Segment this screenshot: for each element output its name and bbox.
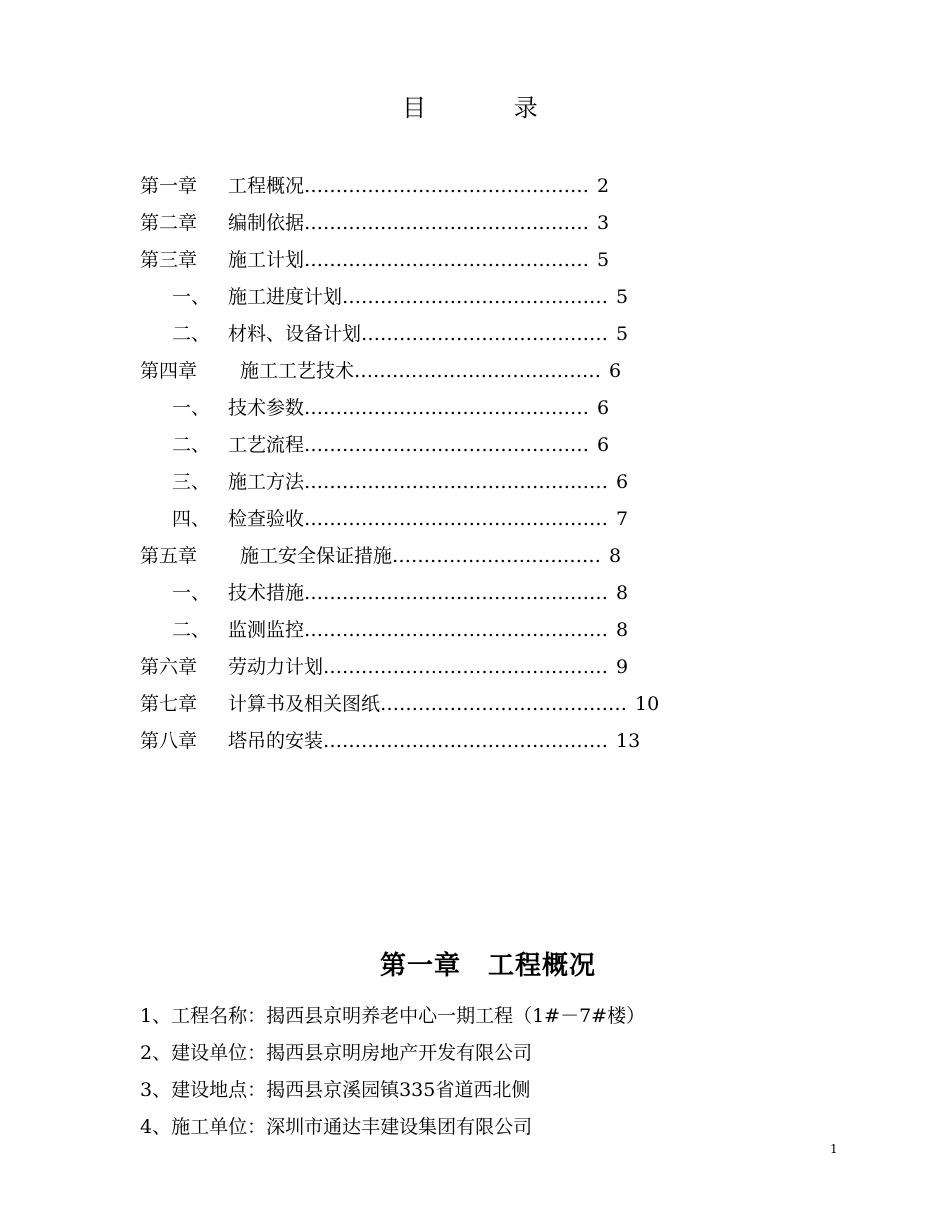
toc-entry-page: 8 — [616, 619, 629, 641]
toc-entry-page: 3 — [597, 212, 610, 234]
toc-entry-page: 6 — [597, 397, 610, 419]
toc-entry-number: 第七章 — [140, 693, 198, 715]
toc-leader-dots: …………………………… — [392, 545, 602, 567]
toc-leader-dots: ……………………………………… — [323, 730, 609, 752]
toc-leader-dots: ………………………………………… — [304, 508, 609, 530]
toc-entry-number: 四、 — [172, 508, 211, 530]
developer-item: 2、建设单位：揭西县京明房地产开发有限公司 — [140, 1042, 533, 1064]
toc-entry-section-4-4[interactable] — [140, 501, 700, 538]
toc-leader-dots: ……………………………………… — [304, 249, 590, 271]
toc-entry-number: 第八章 — [140, 730, 198, 752]
toc-entry-number: 一、 — [172, 286, 211, 308]
toc-entry-section-5-1[interactable] — [140, 575, 700, 612]
toc-entry-number: 二、 — [172, 619, 211, 641]
toc-entry-label: 检查验收 — [228, 508, 305, 530]
toc-entry-chapter-7[interactable] — [140, 686, 700, 723]
toc-entry-chapter-5[interactable] — [140, 538, 700, 575]
toc-entry-chapter-3[interactable] — [140, 242, 700, 279]
toc-entry-number: 三、 — [172, 471, 211, 493]
toc-entry-chapter-1[interactable] — [140, 168, 700, 205]
toc-entry-section-3-2[interactable] — [140, 316, 700, 353]
toc-entry-page: 8 — [609, 545, 622, 567]
toc-entry-page: 5 — [597, 249, 610, 271]
toc-entry-page: 5 — [616, 286, 629, 308]
toc-entry-number: 第五章 — [140, 545, 198, 567]
toc-entry-label: 施工计划 — [228, 249, 305, 271]
toc-leader-dots: ………………………………………… — [304, 582, 609, 604]
project-name-item: 1、工程名称：揭西县京明养老中心一期工程（1#－7#楼） — [140, 1005, 646, 1027]
toc-entry-page: 7 — [616, 508, 629, 530]
toc-entry-number: 第三章 — [140, 249, 198, 271]
toc-entry-label: 施工方法 — [228, 471, 305, 493]
toc-entry-page: 2 — [597, 175, 610, 197]
toc-leader-dots: ………………………………… — [380, 693, 628, 715]
toc-entry-number: 二、 — [172, 434, 211, 456]
toc-leader-dots: ………………………………………… — [304, 471, 609, 493]
toc-leader-dots: ……………………………………… — [304, 212, 590, 234]
toc-entry-number: 一、 — [172, 397, 211, 419]
toc-entry-label: 工艺流程 — [228, 434, 305, 456]
toc-entry-label: 施工进度计划 — [228, 286, 343, 308]
toc-entry-number: 二、 — [172, 323, 211, 345]
toc-entry-page: 6 — [609, 360, 622, 382]
toc-leader-dots: ………………………………… — [354, 360, 602, 382]
toc-leader-dots: …………………………………… — [342, 286, 609, 308]
toc-entry-label: 劳动力计划 — [228, 656, 324, 678]
toc-entry-page: 9 — [616, 656, 629, 678]
toc-entry-chapter-4[interactable] — [140, 353, 700, 390]
toc-entry-label: 塔吊的安装 — [228, 730, 324, 752]
toc-entry-page: 10 — [635, 693, 660, 715]
toc-entry-section-3-1[interactable] — [140, 279, 700, 316]
toc-entry-label: 计算书及相关图纸 — [228, 693, 381, 715]
toc-entry-label: 监测监控 — [228, 619, 305, 641]
toc-entry-page: 5 — [616, 323, 629, 345]
toc-entry-number: 第四章 — [140, 360, 198, 382]
toc-entry-number: 第一章 — [140, 175, 198, 197]
table-of-contents — [140, 168, 700, 760]
location-item: 3、建设地点：揭西县京溪园镇335省道西北侧 — [140, 1079, 531, 1101]
toc-entry-label: 编制依据 — [228, 212, 305, 234]
toc-entry-page: 6 — [597, 434, 610, 456]
toc-leader-dots: ……………………………………… — [304, 397, 590, 419]
toc-entry-section-4-3[interactable] — [140, 464, 700, 501]
toc-entry-label: 技术措施 — [228, 582, 305, 604]
toc-entry-page: 6 — [616, 471, 629, 493]
toc-entry-number: 第二章 — [140, 212, 198, 234]
toc-entry-chapter-6[interactable] — [140, 649, 700, 686]
toc-entry-section-5-2[interactable] — [140, 612, 700, 649]
chapter-heading: 第一章 工程概况 — [379, 951, 596, 981]
toc-entry-page: 13 — [616, 730, 641, 752]
toc-entry-label: 技术参数 — [228, 397, 305, 419]
toc-entry-page: 8 — [616, 582, 629, 604]
project-info-list — [140, 998, 840, 1146]
toc-title: 目 录 — [402, 94, 578, 122]
toc-entry-label: 施工安全保证措施 — [240, 545, 393, 567]
toc-entry-section-4-1[interactable] — [140, 390, 700, 427]
page-number: 1 — [830, 1142, 838, 1156]
toc-entry-number: 一、 — [172, 582, 211, 604]
contractor-item: 4、施工单位：深圳市通达丰建设集团有限公司 — [140, 1116, 533, 1138]
toc-leader-dots: ………………………………………… — [304, 619, 609, 641]
toc-entry-chapter-2[interactable] — [140, 205, 700, 242]
toc-entry-label: 材料、设备计划 — [228, 323, 362, 345]
toc-leader-dots: ……………………………………… — [323, 656, 609, 678]
toc-entry-number: 第六章 — [140, 656, 198, 678]
toc-entry-label: 施工工艺技术 — [240, 360, 355, 382]
toc-leader-dots: ……………………………………… — [304, 175, 590, 197]
toc-entry-label: 工程概况 — [228, 175, 305, 197]
toc-entry-chapter-8[interactable] — [140, 723, 700, 760]
toc-leader-dots: ………………………………… — [361, 323, 609, 345]
toc-leader-dots: ……………………………………… — [304, 434, 590, 456]
toc-entry-section-4-2[interactable] — [140, 427, 700, 464]
